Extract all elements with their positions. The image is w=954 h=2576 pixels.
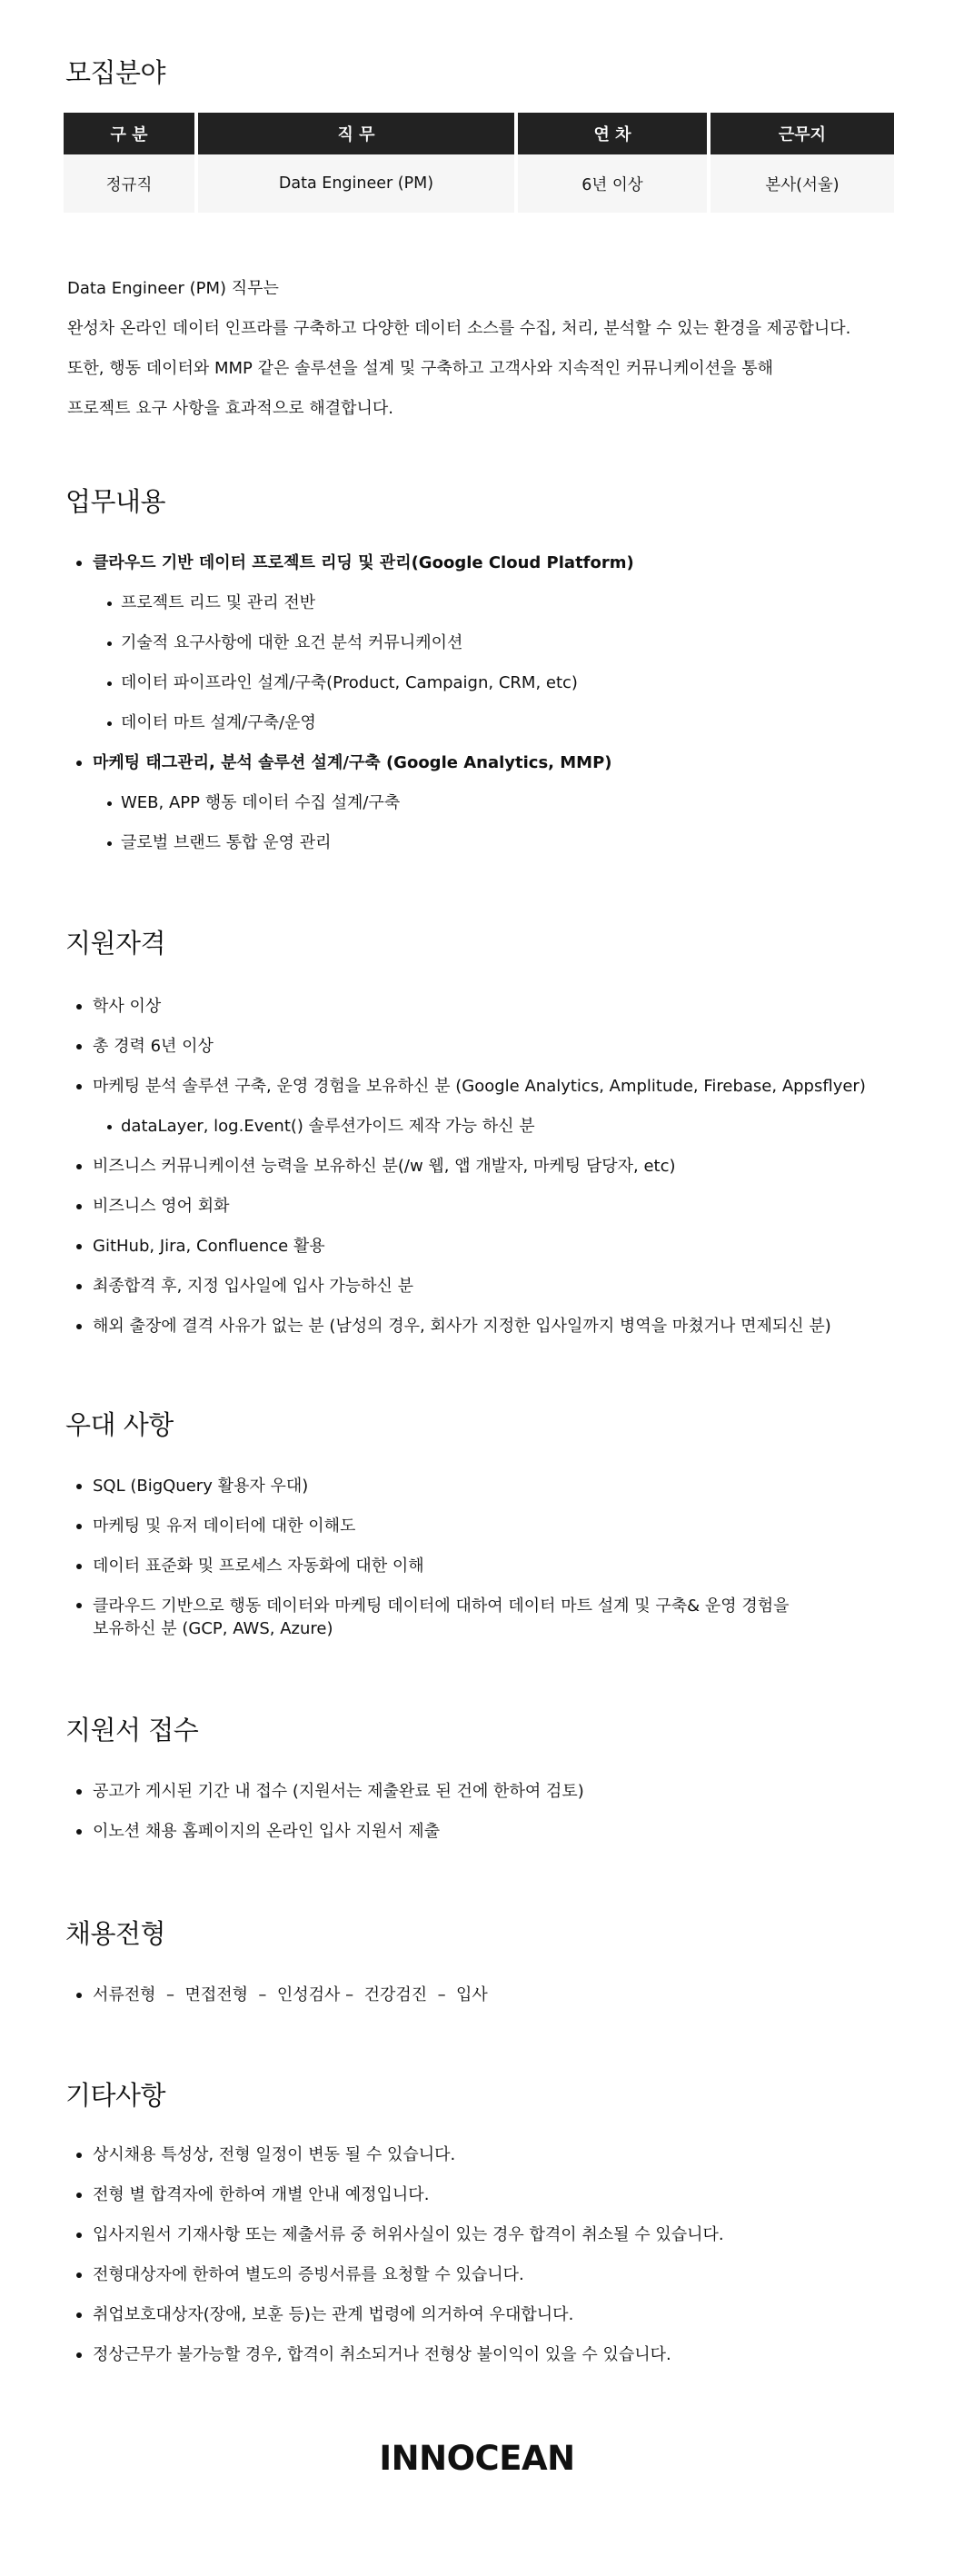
job-introduction [67,269,903,429]
list-item: 이노션 채용 홈페이지의 온라인 입사 지원서 제출 [67,1812,584,1852]
list-item: 데이터 표준화 및 프로세스 자동화에 대한 이해 [67,1547,867,1586]
list-item: 해외 출장에 결격 사유가 없는 분 (남성의 경우, 회사가 지정한 입사일까지 병역을 마쳤거나 면제되신 분) [67,1307,866,1347]
list-subitem: dataLayer, log.Event() 솔루션가이드 제작 가능 하신 분 [67,1107,866,1147]
list-item: 서류전형 – 면접전형 – 인성검사 – 건강검진 – 입사 [67,1975,488,2015]
cell-experience: 6년 이상 [518,154,707,213]
list-item-line: 보유하신 분 (GCP, AWS, Azure) [93,1619,333,1638]
list-item: 정상근무가 불가능할 경우, 합격이 취소되거나 전형상 불이익이 있을 수 있습니다. [67,2335,724,2375]
etc-list [67,2135,724,2375]
table-row [64,154,894,213]
preferred-list [67,1467,867,1646]
apply-list [67,1772,584,1852]
list-subitem: 데이터 마트 설계/구축/운영 [67,703,634,743]
header-experience: 연 차 [518,113,707,154]
list-item: 마케팅 분석 솔루션 구축, 운영 경험을 보유하신 분 (Google Analytics, Amplitude, Firebase, Appsflyer) [67,1067,866,1107]
list-subitem: 데이터 파이프라인 설계/구축(Product, Campaign, CRM, etc) [67,663,634,703]
list-item-line: 클라우드 기반으로 행동 데이터와 마케팅 데이터에 대하여 데이터 마트 설계 및 구축& 운영 경험을 [93,1596,790,1616]
intro-line: Data Engineer (PM) 직무는 [67,279,279,298]
intro-line: 또한, 행동 데이터와 MMP 같은 솔루션을 설계 및 구축하고 고객사와 지속적인 커뮤니케이션을 통해 [67,359,774,378]
duties-list [67,543,634,863]
cell-position: Data Engineer (PM) [198,154,514,213]
etc-section-title: 기타사항 [65,2080,166,2111]
header-position: 직 무 [198,113,514,154]
recruit-table [60,113,898,213]
list-item: 전형대상자에 한하여 별도의 증빙서류를 요청할 수 있습니다. [67,2255,724,2295]
header-location: 근무지 [711,113,894,154]
list-item: 전형 별 합격자에 한하여 개별 안내 예정입니다. [67,2175,724,2215]
intro-line: 완성차 온라인 데이터 인프라를 구축하고 다양한 데이터 소스를 수집, 처리, 분석할 수 있는 환경을 제공합니다. [67,319,851,338]
list-item: 비즈니스 영어 회화 [67,1187,866,1227]
list-item [67,1586,867,1646]
list-item: 총 경력 6년 이상 [67,1027,866,1067]
list-subitem: 글로벌 브랜드 통합 운영 관리 [67,823,634,863]
process-section-title: 채용전형 [65,1918,166,1949]
list-item: 클라우드 기반 데이터 프로젝트 리딩 및 관리(Google Cloud Platform) [67,543,634,583]
list-item: 입사지원서 기재사항 또는 제출서류 중 허위사실이 있는 경우 합격이 취소될 수 있습니다. [67,2215,724,2255]
list-subitem: 프로젝트 리드 및 관리 전반 [67,583,634,623]
list-item: 비즈니스 커뮤니케이션 능력을 보유하신 분(/w 웹, 앱 개발자, 마케팅 담당자, etc) [67,1147,866,1187]
list-subitem: WEB, APP 행동 데이터 수집 설계/구축 [67,783,634,823]
qualifications-list [67,987,866,1347]
table-header-row [64,113,894,154]
innocean-logo: INNOCEAN [379,2439,575,2478]
list-item: 학사 이상 [67,987,866,1027]
list-subitem: 기술적 요구사항에 대한 요건 분석 커뮤니케이션 [67,623,634,663]
list-item: 마케팅 태그관리, 분석 솔루션 설계/구축 (Google Analytics, MMP) [67,743,634,783]
cell-type: 정규직 [64,154,194,213]
list-item: 공고가 게시된 기간 내 접수 (지원서는 제출완료 된 건에 한하여 검토) [67,1772,584,1812]
header-type: 구 분 [64,113,194,154]
list-item: 최종합격 후, 지정 입사일에 입사 가능하신 분 [67,1267,866,1307]
intro-line: 프로젝트 요구 사항을 효과적으로 해결합니다. [67,399,393,418]
qualifications-section-title: 지원자격 [65,928,166,959]
list-item: SQL (BigQuery 활용자 우대) [67,1467,867,1507]
list-item: 취업보호대상자(장애, 보훈 등)는 관계 법령에 의거하여 우대합니다. [67,2295,724,2335]
recruit-section-title: 모집분야 [65,57,166,88]
cell-location: 본사(서울) [711,154,894,213]
preferred-section-title: 우대 사항 [65,1409,174,1440]
list-item: 상시채용 특성상, 전형 일정이 변동 될 수 있습니다. [67,2135,724,2175]
list-item: GitHub, Jira, Confluence 활용 [67,1227,866,1267]
apply-section-title: 지원서 접수 [65,1715,199,1746]
process-list [67,1975,488,2015]
duties-section-title: 업무내용 [65,486,166,517]
list-item: 마케팅 및 유저 데이터에 대한 이해도 [67,1507,867,1547]
